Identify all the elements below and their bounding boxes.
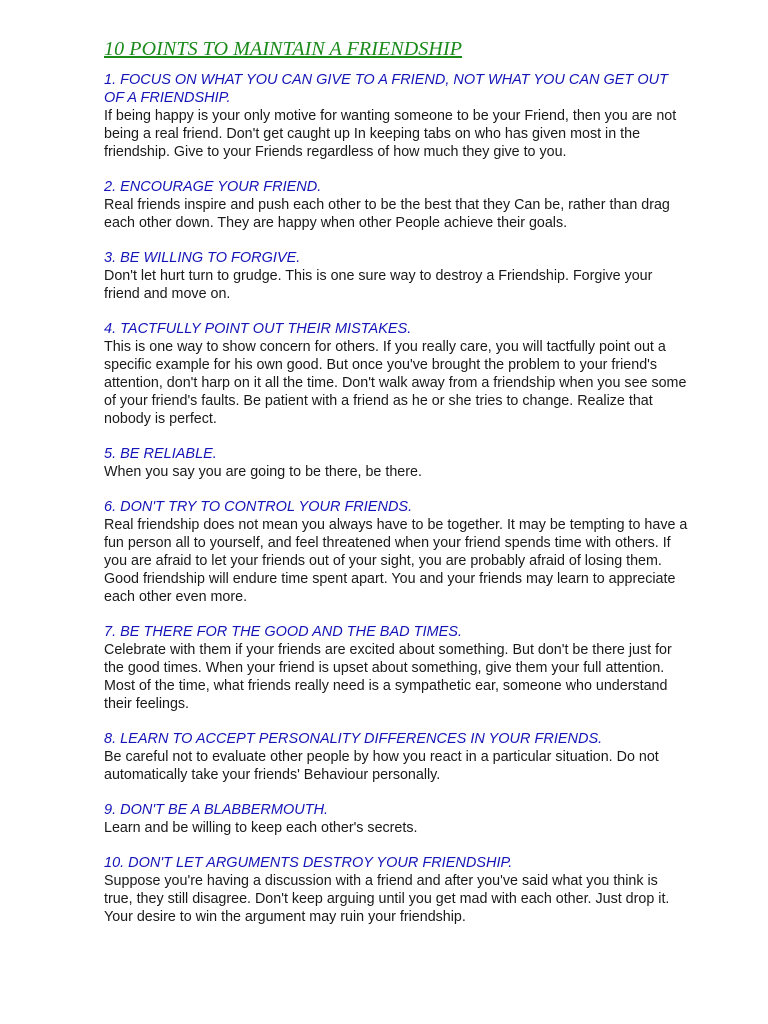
- point-6: [104, 498, 689, 606]
- document-title: 10 POINTS TO MAINTAIN A FRIENDSHIP: [104, 38, 463, 60]
- point-body: Don't let hurt turn to grudge. This is one sure way to destroy a Friendship. Forgive your friend and move on.: [104, 268, 653, 302]
- point-body: Learn and be willing to keep each other's secrets.: [104, 820, 418, 836]
- point-body: This is one way to show concern for others. If you really care, you will tactfully point out a specific example for his own good. But once you've brought the problem to your friend's attention, don't harp on it all the time. Don't walk away from a friendship when you see some of your friend's faults. Be patient with a friend as he or she tries to change. Realize that nobody is perfect.: [104, 339, 687, 427]
- point-heading: 7. BE THERE FOR THE GOOD AND THE BAD TIMES.: [104, 624, 462, 640]
- point-3: [104, 249, 689, 303]
- point-heading: 9. DON'T BE A BLABBERMOUTH.: [104, 802, 329, 818]
- point-heading: 4. TACTFULLY POINT OUT THEIR MISTAKES.: [104, 321, 412, 337]
- point-7: [104, 623, 689, 713]
- point-body: Suppose you're having a discussion with a friend and after you've said what you think is true, they still disagree. Don't keep arguing until you get mad with each other. Just drop it. Your desire to win the argument may ruin your friendship.: [104, 873, 670, 925]
- point-10: [104, 854, 689, 926]
- point-9: [104, 801, 689, 837]
- point-8: [104, 730, 689, 784]
- point-heading: 2. ENCOURAGE YOUR FRIEND.: [104, 179, 322, 195]
- point-heading: 10. DON'T LET ARGUMENTS DESTROY YOUR FRIENDSHIP.: [104, 855, 513, 871]
- point-heading: 1. FOCUS ON WHAT YOU CAN GIVE TO A FRIEND, NOT WHAT YOU CAN GET OUT OF A FRIENDSHIP.: [104, 72, 668, 106]
- point-5: [104, 445, 689, 481]
- point-body: Real friends inspire and push each other to be the best that they Can be, rather than drag each other down. They are happy when other People achieve their goals.: [104, 197, 670, 231]
- point-heading: 8. LEARN TO ACCEPT PERSONALITY DIFFERENCES IN YOUR FRIENDS.: [104, 731, 603, 747]
- point-heading: 5. BE RELIABLE.: [104, 446, 217, 462]
- point-body: Celebrate with them if your friends are excited about something. But don't be there just for the good times. When your friend is upset about something, give them your full attention. Most of the time, what friends really need is a sympathetic ear, someone who understand their feelings.: [104, 642, 672, 712]
- point-4: [104, 320, 689, 428]
- point-1: [104, 71, 689, 161]
- point-body: Be careful not to evaluate other people by how you react in a particular situation. Do not automatically take your friends' Behaviour personally.: [104, 749, 659, 783]
- document-page: [104, 36, 689, 943]
- point-body: If being happy is your only motive for wanting someone to be your Friend, then you are not being a real friend. Don't get caught up In keeping tabs on who has given most in the friendship. Give to your Friends regardless of how much they give to you.: [104, 108, 677, 160]
- point-body: Real friendship does not mean you always have to be together. It may be tempting to have a fun person all to yourself, and feel threatened when your friend spends time with others. If you are afraid to let your friends out of your sight, you are probably afraid of losing them. Good friendship will endure time spent apart. You and your friends may learn to appreciate each other even more.: [104, 517, 688, 605]
- point-2: [104, 178, 689, 232]
- point-heading: 6. DON'T TRY TO CONTROL YOUR FRIENDS.: [104, 499, 413, 515]
- point-heading: 3. BE WILLING TO FORGIVE.: [104, 250, 301, 266]
- point-body: When you say you are going to be there, be there.: [104, 464, 422, 480]
